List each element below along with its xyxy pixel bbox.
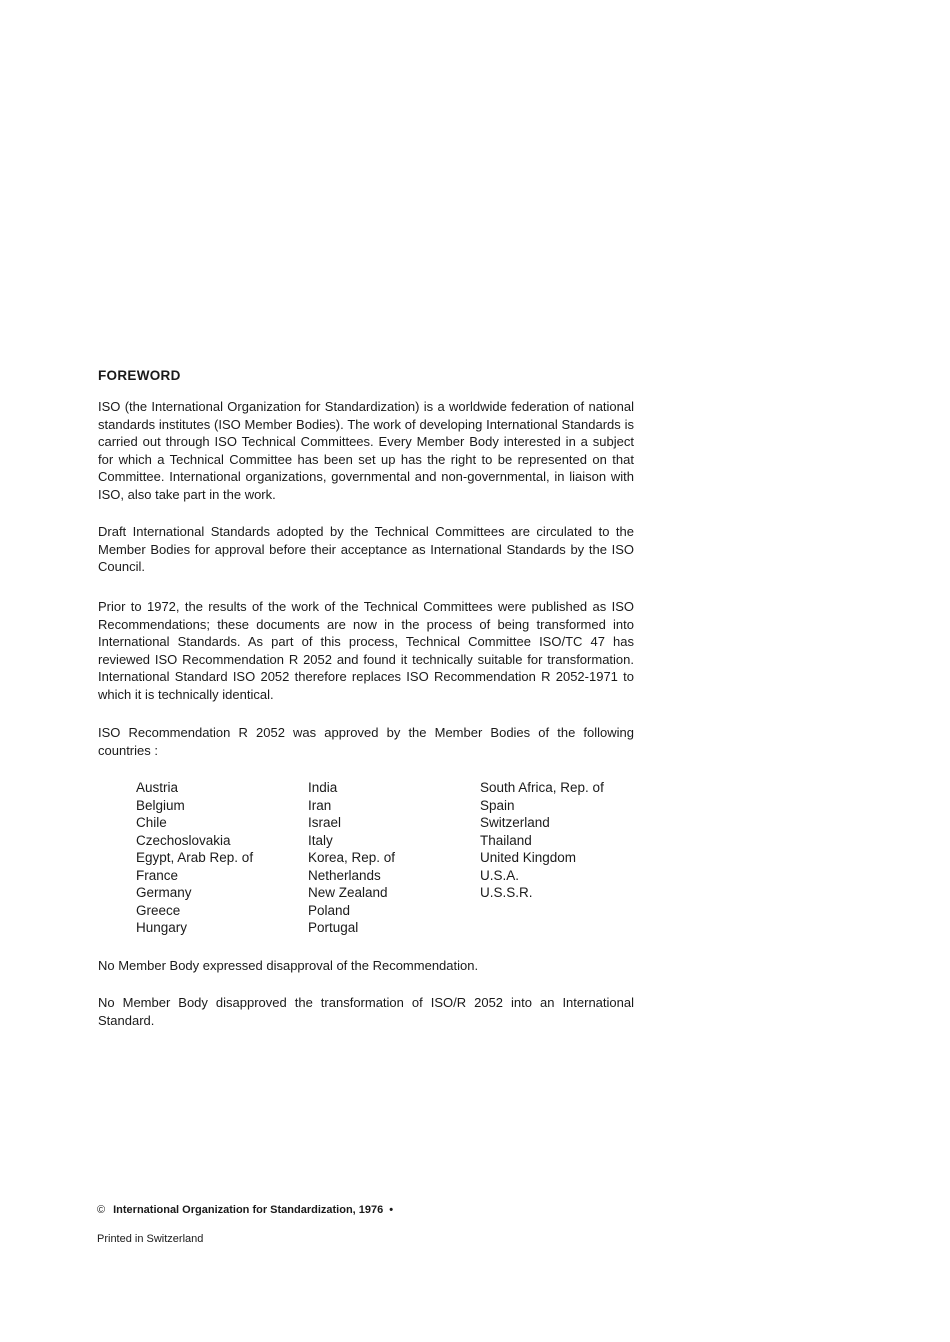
approval-intro-paragraph: ISO Recommendation R 2052 was approved by the Member Bodies of the following countries : bbox=[98, 725, 634, 758]
printed-in-notice: Printed in Switzerland bbox=[97, 1233, 204, 1245]
copyright-notice bbox=[97, 1204, 393, 1216]
country-item: Greece bbox=[136, 902, 181, 918]
country-item: South Africa, Rep. of bbox=[480, 780, 604, 795]
country-item: Chile bbox=[136, 815, 167, 830]
foreword-paragraph-1: ISO (the International Organization for Standardization) is a worldwide federation of national standards institutes (ISO Member Bodies). The work of developing International Standards is carried out through ISO Technical Committees. Every Member Body interested in a subject for which a Technical Committee has been set up has the right to be represented on that Committee. International organizations, governmental and non-governmental, in liaison with ISO, also take part in the work. bbox=[98, 399, 634, 502]
country-item: Italy bbox=[308, 832, 333, 848]
country-item: Czechoslovakia bbox=[136, 832, 231, 848]
country-item: Thailand bbox=[480, 832, 532, 848]
country-item: Hungary bbox=[136, 920, 188, 935]
country-item: Austria bbox=[136, 780, 179, 795]
country-item: Egypt, Arab Rep. of bbox=[136, 850, 254, 865]
country-item: U.S.S.R. bbox=[480, 885, 533, 900]
country-item: Switzerland bbox=[480, 815, 550, 830]
foreword-paragraph-3: Prior to 1972, the results of the work of the Technical Committees were published as ISO Recommendations; these documents are now in the process of being transformed into International Standards. As part of this process, Technical Committee ISO/TC 47 has reviewed ISO Recommendation R 2052 and found it technically suitable for transformation. International Standard ISO 2052 therefore replaces ISO Recommendation R 2052-1971 to which it is technically identical. bbox=[98, 599, 634, 702]
copyright-icon: © bbox=[97, 1204, 106, 1216]
country-item: Belgium bbox=[136, 797, 185, 813]
copyright-text: International Organization for Standardization, 1976 bbox=[113, 1204, 384, 1216]
closing-paragraph-1: No Member Body expressed disapproval of the Recommendation. bbox=[98, 958, 479, 973]
country-item: Poland bbox=[308, 902, 351, 918]
country-column-3 bbox=[480, 779, 604, 902]
country-item: India bbox=[308, 780, 338, 795]
country-column-1 bbox=[136, 779, 253, 937]
country-item: Netherlands bbox=[308, 867, 381, 883]
country-item: U.S.A. bbox=[480, 867, 520, 883]
country-item: Spain bbox=[480, 797, 515, 813]
closing-paragraph-2: No Member Body disapproved the transformation of ISO/R 2052 into an International Standard. bbox=[98, 995, 634, 1028]
country-item: Korea, Rep. of bbox=[308, 850, 396, 865]
country-item: Iran bbox=[308, 797, 332, 813]
bullet-icon: • bbox=[389, 1204, 394, 1216]
country-item: New Zealand bbox=[308, 885, 388, 900]
country-item: France bbox=[136, 867, 179, 883]
country-item: United Kingdom bbox=[480, 850, 577, 865]
foreword-paragraph-2: Draft International Standards adopted by the Technical Committees are circulated to the Member Bodies for approval before their acceptance as International Standards by the ISO Council. bbox=[98, 524, 634, 575]
foreword-heading: FOREWORD bbox=[98, 368, 181, 383]
country-item: Israel bbox=[308, 815, 342, 830]
country-column-2 bbox=[308, 779, 395, 937]
country-item: Germany bbox=[136, 885, 192, 900]
country-item: Portugal bbox=[308, 920, 359, 935]
